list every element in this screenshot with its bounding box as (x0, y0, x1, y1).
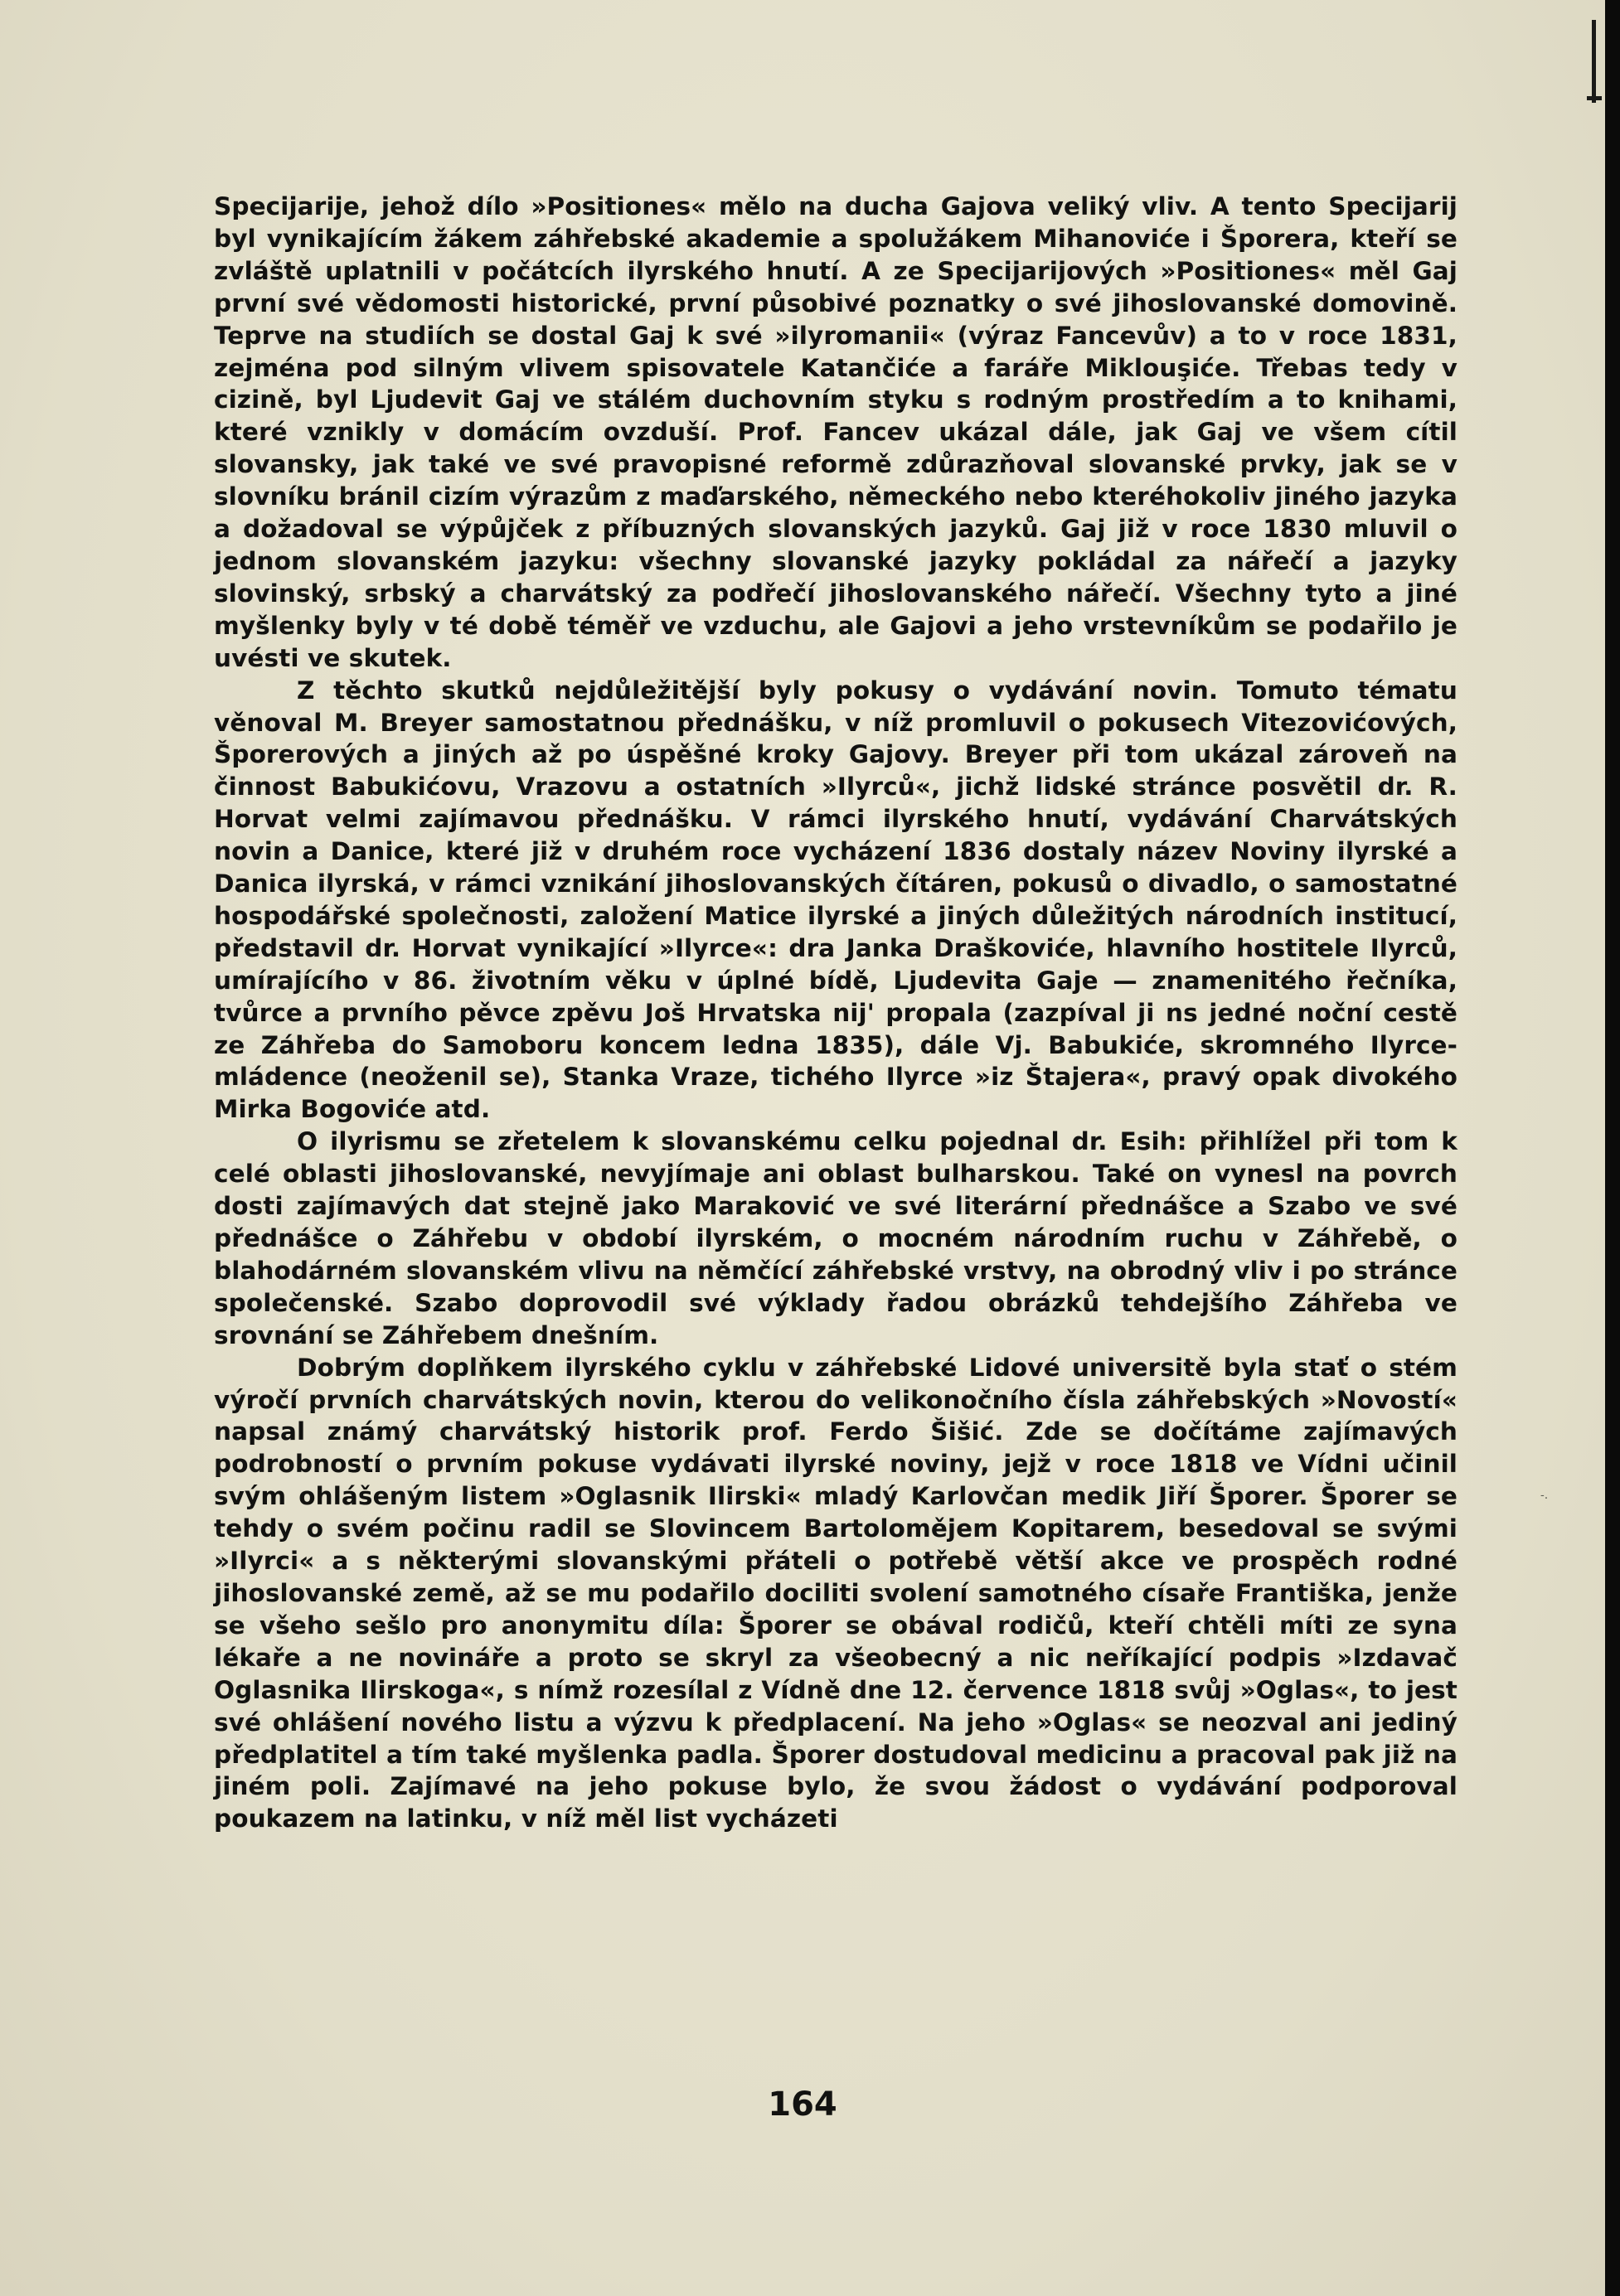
paragraph-1: Specijarije, jehož dílo »Positiones« mělo na ducha Gajova veliký vliv. A tento Specijarij byl vynikajícím žákem záhřebské akademie a spolužákem Mihanoviće i Šporera, kteří se zvláště uplatnili v počátcích ilyrského hnutí. A ze Specijarijových »Positiones« měl Gaj první své vědomosti historické, první působivé poznatky o své jihoslovanské domovině. Teprve na studiích se dostal Gaj k své »ilyromanii« (výraz Fancevův) a to v roce 1831, zejména pod silným vlivem spisovatele Katančiće a faráře Miklouşiće. Třebas tedy v cizině, byl Ljudevit Gaj ve stálém duchovním styku s rodným prostředím a to knihami, které vznikly v domácím ovzduší. Prof. Fancev ukázal dále, jak Gaj ve všem cítil slovansky, jak také ve své pravopisné reformě zdůrazňoval slovanské prvky, jak se v slovníku bránil cizím výrazům z maďarského, německého nebo kteréhokoliv jiného jazyka a dožadoval se výpůjček z příbuzných slovanských jazyků. Gaj již v roce 1830 mluvil o jednom slovanském jazyku: všechny slovanské jazyky pokládal za nářečí a jazyky slovinský, srbský a charvátský za podřečí jihoslovanského nářečí. Všechny tyto a jiné myšlenky byly v té době téměř ve vzduchu, ale Gajovi a jeho vrstevníkům se podařilo je uvésti ve skutek. (214, 192, 1458, 672)
body-text (214, 191, 1458, 1835)
edge-tick (1587, 96, 1602, 100)
page-edge-mark (1587, 20, 1605, 111)
page-number: 164 (768, 2085, 837, 2124)
scan-speck: -. (1540, 1489, 1549, 1502)
edge-bar (1592, 20, 1596, 103)
paragraph-4: Dobrým doplňkem ilyrského cyklu v záhřebské Lidové universitě byla stať o stém výročí prvních charvátských novin, kterou do velikonočního čísla záhřebských »Novostí« napsal známý charvátský historik prof. Ferdo Šišić. Zde se dočítáme zajímavých podrobností o prvním pokuse vydávati ilyrské noviny, jejž v roce 1818 ve Vídni učinil svým ohlášeným listem »Oglasnik Ilirski« mladý Karlovčan medik Jiří Šporer. Šporer se tehdy o svém počinu radil se Slovincem Bartolomějem Kopitarem, besedoval se svými »Ilyrci« a s některými slovanskými přáteli o potřebě větší akce ve prospěch rodné jihoslovanské země, až se mu podařilo dociliti svolení samotného císaře Františka, jenže se všeho sešlo pro anonymitu díla: Šporer se obával rodičů, kteří chtěli míti ze syna lékaře a ne novináře a proto se skryl za všeobecný a nic neříkající podpis »Izdavač Oglasnika Ilirskoga«, s nímž rozesílal z Vídně dne 12. července 1818 svůj »Oglas«, to jest své ohlášení nového listu a výzvu k předplacení. Na jeho »Oglas« se neozval ani jediný předplatitel a tím také myšlenka padla. Šporer dostudoval medicinu a pracoval pak již na jiném poli. Zajímavé na jeho pokuse bylo, že svou žádost o vydávání podporoval poukazem na latinku, v níž měl list vycházeti (214, 1353, 1458, 1833)
paragraph-2: Z těchto skutků nejdůležitější byly pokusy o vydávání novin. Tomuto tématu věnoval M. Breyer samostatnou přednášku, v níž promluvil o pokusech Vitezovićových, Šporerových a jiných až po úspěšné kroky Gajovy. Breyer při tom ukázal zároveň na činnost Babukićovu, Vrazovu a ostatních »Ilyrců«, jichž lidské stránce posvětil dr. R. Horvat velmi zajímavou přednášku. V rámci ilyrského hnutí, vydávání Charvátských novin a Danice, které již v druhém roce vycházení 1836 dostaly název Noviny ilyrské a Danica ilyrská, v rámci vznikání jihoslovanských čítáren, pokusů o divadlo, o samostatné hospodářské společnosti, založení Matice ilyrské a jiných důležitých národních institucí, představil dr. Horvat vynikající »Ilyrce«: dra Janka Draškoviće, hlavního hostitele Ilyrců, umírajícího v 86. životním věku v úplné bídě, Ljudevita Gaje — znamenitého řečníka, tvůrce a prvního pěvce zpěvu Još Hrvatska nij' propala (zazpíval ji ns jedné noční cestě ze Záhřeba do Samoboru koncem ledna 1835), dále Vj. Babukiće, skromného Ilyrce-mládence (neoženil se), Stanka Vraze, tichého Ilyrce »iz Štajera«, pravý opak divokého Mirka Bogoviće atd. (214, 676, 1458, 1124)
paragraph-3: O ilyrismu se zřetelem k slovanskému celku pojednal dr. Esih: přihlížel při tom k celé oblasti jihoslovanské, nevyjímaje ani oblast bulharskou. Také on vynesl na povrch dosti zajímavých dat stejně jako Maraković ve své literární přednášce a Szabo ve své přednášce o Záhřebu v období ilyrském, o mocném národním ruchu v Záhřebě, o blahodárném slovanském vlivu na němčící záhřebské vrstvy, na obrodný vliv i po stránce společenské. Szabo doprovodil své výklady řadou obrázků tehdejšího Záhřeba ve srovnání se Záhřebem dnešním. (214, 1127, 1458, 1349)
